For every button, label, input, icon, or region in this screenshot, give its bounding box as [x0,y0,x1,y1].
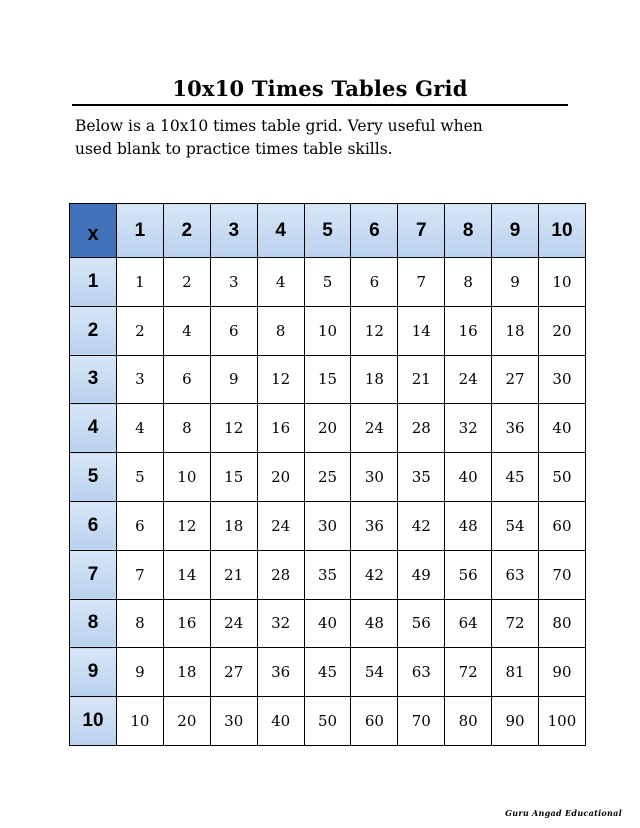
table-row [70,648,586,697]
product-cell: 28 [398,404,445,453]
product-cell: 90 [492,697,539,746]
product-cell: 80 [539,599,586,648]
product-cell: 15 [304,355,351,404]
product-cell: 27 [210,648,257,697]
product-cell: 16 [445,306,492,355]
product-cell: 8 [117,599,164,648]
product-cell: 20 [257,453,304,502]
product-cell: 10 [539,258,586,307]
product-cell: 6 [351,258,398,307]
product-cell: 60 [539,501,586,550]
product-cell: 30 [210,697,257,746]
page-title: 10x10 Times Tables Grid [172,76,468,101]
product-cell: 8 [257,306,304,355]
product-cell: 4 [257,258,304,307]
product-cell: 18 [210,501,257,550]
product-cell: 32 [445,404,492,453]
product-cell: 10 [117,697,164,746]
product-cell: 14 [163,550,210,599]
product-cell: 36 [351,501,398,550]
product-cell: 16 [163,599,210,648]
product-cell: 24 [257,501,304,550]
product-cell: 6 [210,306,257,355]
product-cell: 20 [163,697,210,746]
table-row [70,599,586,648]
product-cell: 4 [163,306,210,355]
column-header: 8 [445,204,492,258]
product-cell: 20 [539,306,586,355]
row-header: 7 [70,550,117,599]
product-cell: 18 [492,306,539,355]
product-cell: 49 [398,550,445,599]
product-cell: 21 [398,355,445,404]
product-cell: 15 [210,453,257,502]
product-cell: 8 [163,404,210,453]
product-cell: 70 [539,550,586,599]
row-header: 8 [70,599,117,648]
product-cell: 14 [398,306,445,355]
product-cell: 9 [117,648,164,697]
corner-symbol: x [87,223,99,245]
row-header: 10 [70,697,117,746]
product-cell: 56 [398,599,445,648]
product-cell: 5 [304,258,351,307]
corner-cell [70,204,117,258]
intro-text [75,115,575,161]
product-cell: 9 [210,355,257,404]
product-cell: 28 [257,550,304,599]
product-cell: 45 [492,453,539,502]
product-cell: 4 [117,404,164,453]
publisher-credit: Guru Angad Educational [505,808,622,818]
product-cell: 3 [117,355,164,404]
product-cell: 42 [398,501,445,550]
table-row [70,258,586,307]
product-cell: 1 [117,258,164,307]
intro-line-1: Below is a 10x10 times table grid. Very useful when [75,117,483,135]
product-cell: 50 [304,697,351,746]
product-cell: 30 [351,453,398,502]
title-underline [72,104,568,106]
times-table-grid [69,203,586,746]
product-cell: 54 [351,648,398,697]
product-cell: 10 [163,453,210,502]
row-header: 2 [70,306,117,355]
product-cell: 7 [398,258,445,307]
product-cell: 48 [351,599,398,648]
column-header: 4 [257,204,304,258]
product-cell: 36 [492,404,539,453]
product-cell: 63 [398,648,445,697]
intro-line-2: used blank to practice times table skills. [75,140,393,158]
product-cell: 35 [304,550,351,599]
product-cell: 80 [445,697,492,746]
product-cell: 12 [351,306,398,355]
product-cell: 6 [117,501,164,550]
product-cell: 36 [257,648,304,697]
product-cell: 25 [304,453,351,502]
product-cell: 40 [539,404,586,453]
product-cell: 100 [539,697,586,746]
header-row [70,204,586,258]
product-cell: 24 [351,404,398,453]
product-cell: 20 [304,404,351,453]
product-cell: 45 [304,648,351,697]
table-row [70,550,586,599]
product-cell: 24 [445,355,492,404]
row-header: 4 [70,404,117,453]
product-cell: 21 [210,550,257,599]
product-cell: 24 [210,599,257,648]
row-header: 1 [70,258,117,307]
product-cell: 64 [445,599,492,648]
product-cell: 12 [210,404,257,453]
product-cell: 60 [351,697,398,746]
table-row [70,697,586,746]
row-header: 9 [70,648,117,697]
product-cell: 70 [398,697,445,746]
product-cell: 10 [304,306,351,355]
table-row [70,501,586,550]
column-header: 6 [351,204,398,258]
product-cell: 42 [351,550,398,599]
column-header: 5 [304,204,351,258]
product-cell: 18 [163,648,210,697]
product-cell: 7 [117,550,164,599]
product-cell: 40 [304,599,351,648]
product-cell: 40 [445,453,492,502]
product-cell: 32 [257,599,304,648]
column-header: 9 [492,204,539,258]
product-cell: 12 [163,501,210,550]
product-cell: 56 [445,550,492,599]
product-cell: 40 [257,697,304,746]
product-cell: 35 [398,453,445,502]
product-cell: 5 [117,453,164,502]
column-header: 10 [539,204,586,258]
column-header: 1 [117,204,164,258]
product-cell: 30 [539,355,586,404]
product-cell: 50 [539,453,586,502]
table-row [70,306,586,355]
product-cell: 18 [351,355,398,404]
product-cell: 48 [445,501,492,550]
product-cell: 12 [257,355,304,404]
column-header: 7 [398,204,445,258]
product-cell: 72 [492,599,539,648]
row-header: 6 [70,501,117,550]
product-cell: 6 [163,355,210,404]
product-cell: 16 [257,404,304,453]
column-header: 3 [210,204,257,258]
product-cell: 9 [492,258,539,307]
column-header: 2 [163,204,210,258]
table-row [70,404,586,453]
product-cell: 27 [492,355,539,404]
product-cell: 72 [445,648,492,697]
product-cell: 2 [163,258,210,307]
product-cell: 30 [304,501,351,550]
product-cell: 2 [117,306,164,355]
table-row [70,453,586,502]
product-cell: 3 [210,258,257,307]
row-header: 3 [70,355,117,404]
product-cell: 81 [492,648,539,697]
product-cell: 54 [492,501,539,550]
product-cell: 8 [445,258,492,307]
product-cell: 63 [492,550,539,599]
product-cell: 90 [539,648,586,697]
table-row [70,355,586,404]
row-header: 5 [70,453,117,502]
